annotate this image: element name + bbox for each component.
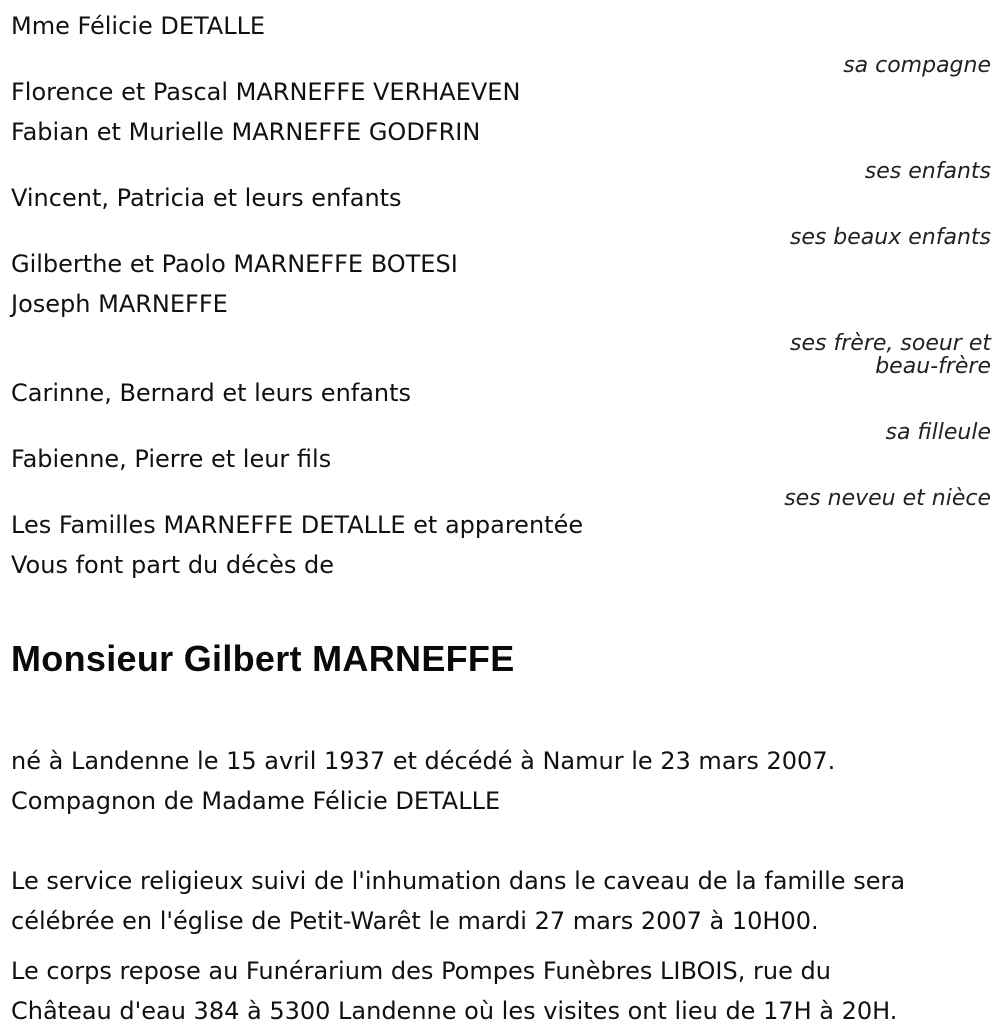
service-line: célébrée en l'église de Petit-Warêt le mardi 27 mars 2007 à 10H00. bbox=[11, 907, 819, 935]
family-name-line: Gilberthe et Paolo MARNEFFE BOTESI bbox=[11, 250, 458, 278]
deceased-name-title: Monsieur Gilbert MARNEFFE bbox=[11, 638, 515, 679]
family-group-siblings bbox=[11, 244, 991, 379]
family-group-nephew-niece bbox=[11, 439, 991, 511]
family-name-line: Fabienne, Pierre et leur fils bbox=[11, 445, 332, 473]
family-name-line: Joseph MARNEFFE bbox=[11, 290, 228, 318]
service-paragraph bbox=[11, 861, 991, 941]
family-group-goddaughter bbox=[11, 373, 991, 445]
relationship-label: sa compagne bbox=[843, 53, 991, 78]
service-line: Le service religieux suivi de l'inhumation dans le caveau de la famille sera bbox=[11, 867, 906, 895]
relationship-label: ses frère, soeur et bbox=[790, 331, 991, 356]
closing-line: Vous font part du décès de bbox=[11, 551, 334, 579]
relationship-label: sa filleule bbox=[885, 420, 991, 445]
family-name-line: Carinne, Bernard et leurs enfants bbox=[11, 379, 412, 407]
visitation-line: Le corps repose au Funérarium des Pompes Funèbres LIBOIS, rue du bbox=[11, 957, 831, 985]
family-name-line: Mme Félicie DETALLE bbox=[11, 12, 266, 40]
family-group-stepchildren bbox=[11, 178, 991, 250]
relationship-label: ses beaux enfants bbox=[789, 225, 991, 250]
birth-death-line: né à Landenne le 15 avril 1937 et décédé à Namur le 23 mars 2007. bbox=[11, 747, 836, 775]
companion-line: Compagnon de Madame Félicie DETALLE bbox=[11, 787, 501, 815]
family-name-line: Fabian et Murielle MARNEFFE GODFRIN bbox=[11, 118, 481, 146]
obituary-notice bbox=[11, 6, 991, 1031]
relationship-label: beau-frère bbox=[875, 354, 991, 379]
family-group-companion bbox=[11, 6, 991, 78]
relationship-label: ses enfants bbox=[864, 159, 991, 184]
family-group-children bbox=[11, 72, 991, 184]
visitation-paragraph bbox=[11, 951, 991, 1031]
family-name-line: Vincent, Patricia et leurs enfants bbox=[11, 184, 402, 212]
visitation-line: Château d'eau 384 à 5300 Landenne où les visites ont lieu de 17H à 20H. bbox=[11, 997, 898, 1025]
relationship-label: ses neveu et nièce bbox=[784, 486, 991, 511]
deceased-details bbox=[11, 741, 991, 821]
closing-line: Les Familles MARNEFFE DETALLE et apparentée bbox=[11, 511, 584, 539]
family-name-line: Florence et Pascal MARNEFFE VERHAEVEN bbox=[11, 78, 521, 106]
family-closing bbox=[11, 505, 991, 585]
